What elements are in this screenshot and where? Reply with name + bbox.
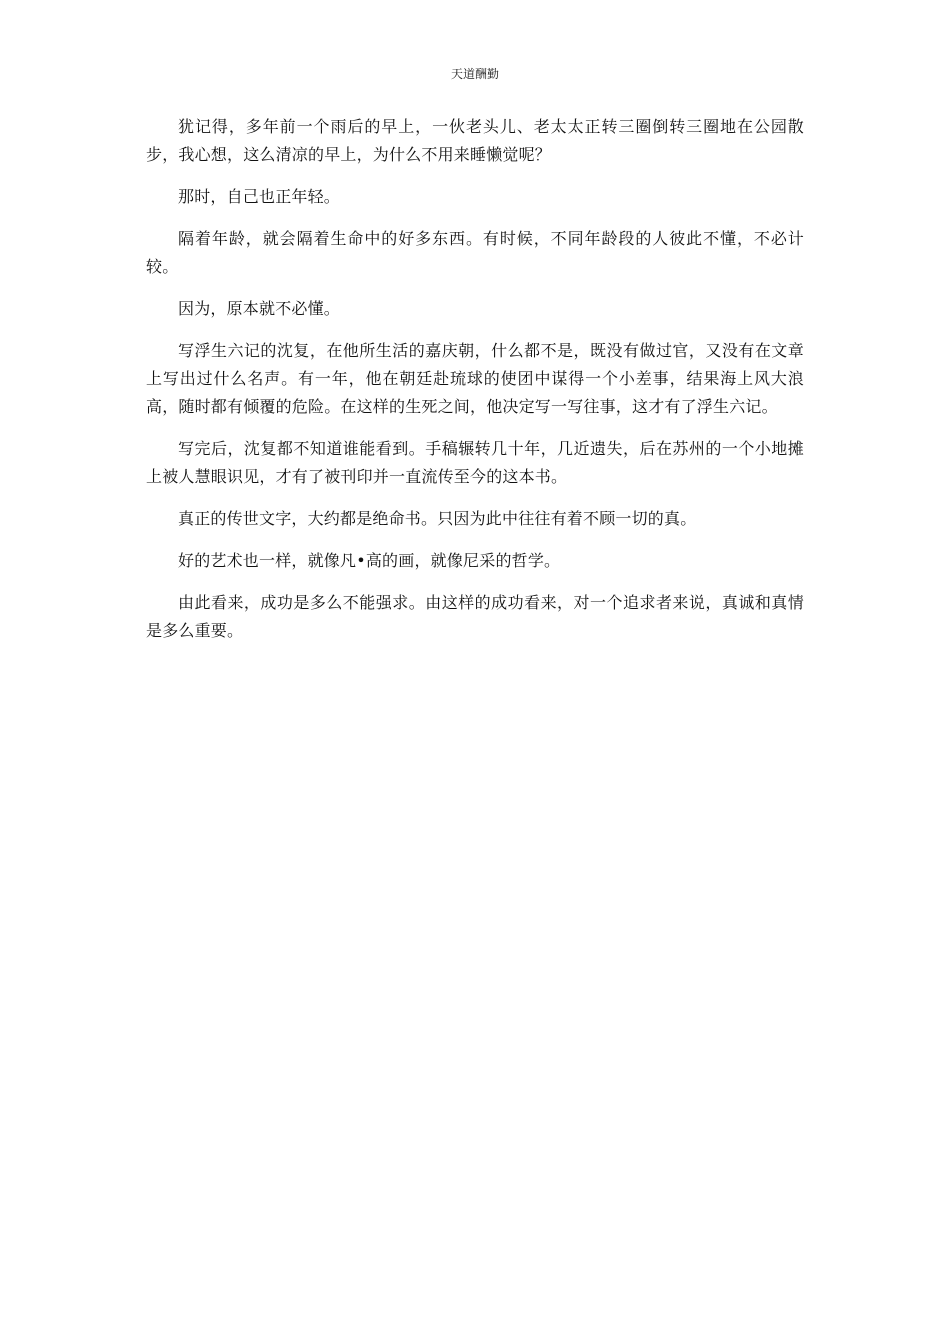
paragraph: 因为，原本就不必懂。 — [178, 299, 341, 318]
paragraph: 写完后，沈复都不知道谁能看到。手稿辗转几十年，几近遗失，后在苏州的一个小地摊上被人慧眼识见，才有了被刊印并一直流传至今的这本书。 — [146, 439, 804, 486]
paragraph: 隔着年龄，就会隔着生命中的好多东西。有时候，不同年龄段的人彼此不懂，不必计较。 — [146, 229, 804, 276]
page-header: 天道酬勤 — [450, 67, 499, 81]
paragraph: 真正的传世文字，大约都是绝命书。只因为此中往往有着不顾一切的真。 — [178, 509, 697, 528]
article-body — [146, 113, 804, 659]
paragraph: 写浮生六记的沈复，在他所生活的嘉庆朝，什么都不是，既没有做过官，又没有在文章上写出过什么名声。有一年，他在朝廷赴琉球的使团中谋得一个小差事，结果海上风大浪高，随时都有倾覆的危险。在这样的生死之间，他决定写一写往事，这才有了浮生六记。 — [146, 341, 804, 416]
paragraph: 那时，自己也正年轻。 — [178, 187, 341, 206]
paragraph: 犹记得，多年前一个雨后的早上，一伙老头儿、老太太正转三圈倒转三圈地在公园散步，我心想，这么清凉的早上，为什么不用来睡懒觉呢？ — [146, 117, 804, 164]
paragraph: 好的艺术也一样，就像凡•高的画，就像尼采的哲学。 — [178, 551, 561, 570]
paragraph: 由此看来，成功是多么不能强求。由这样的成功看来，对一个追求者来说，真诚和真情是多么重要。 — [146, 593, 804, 640]
